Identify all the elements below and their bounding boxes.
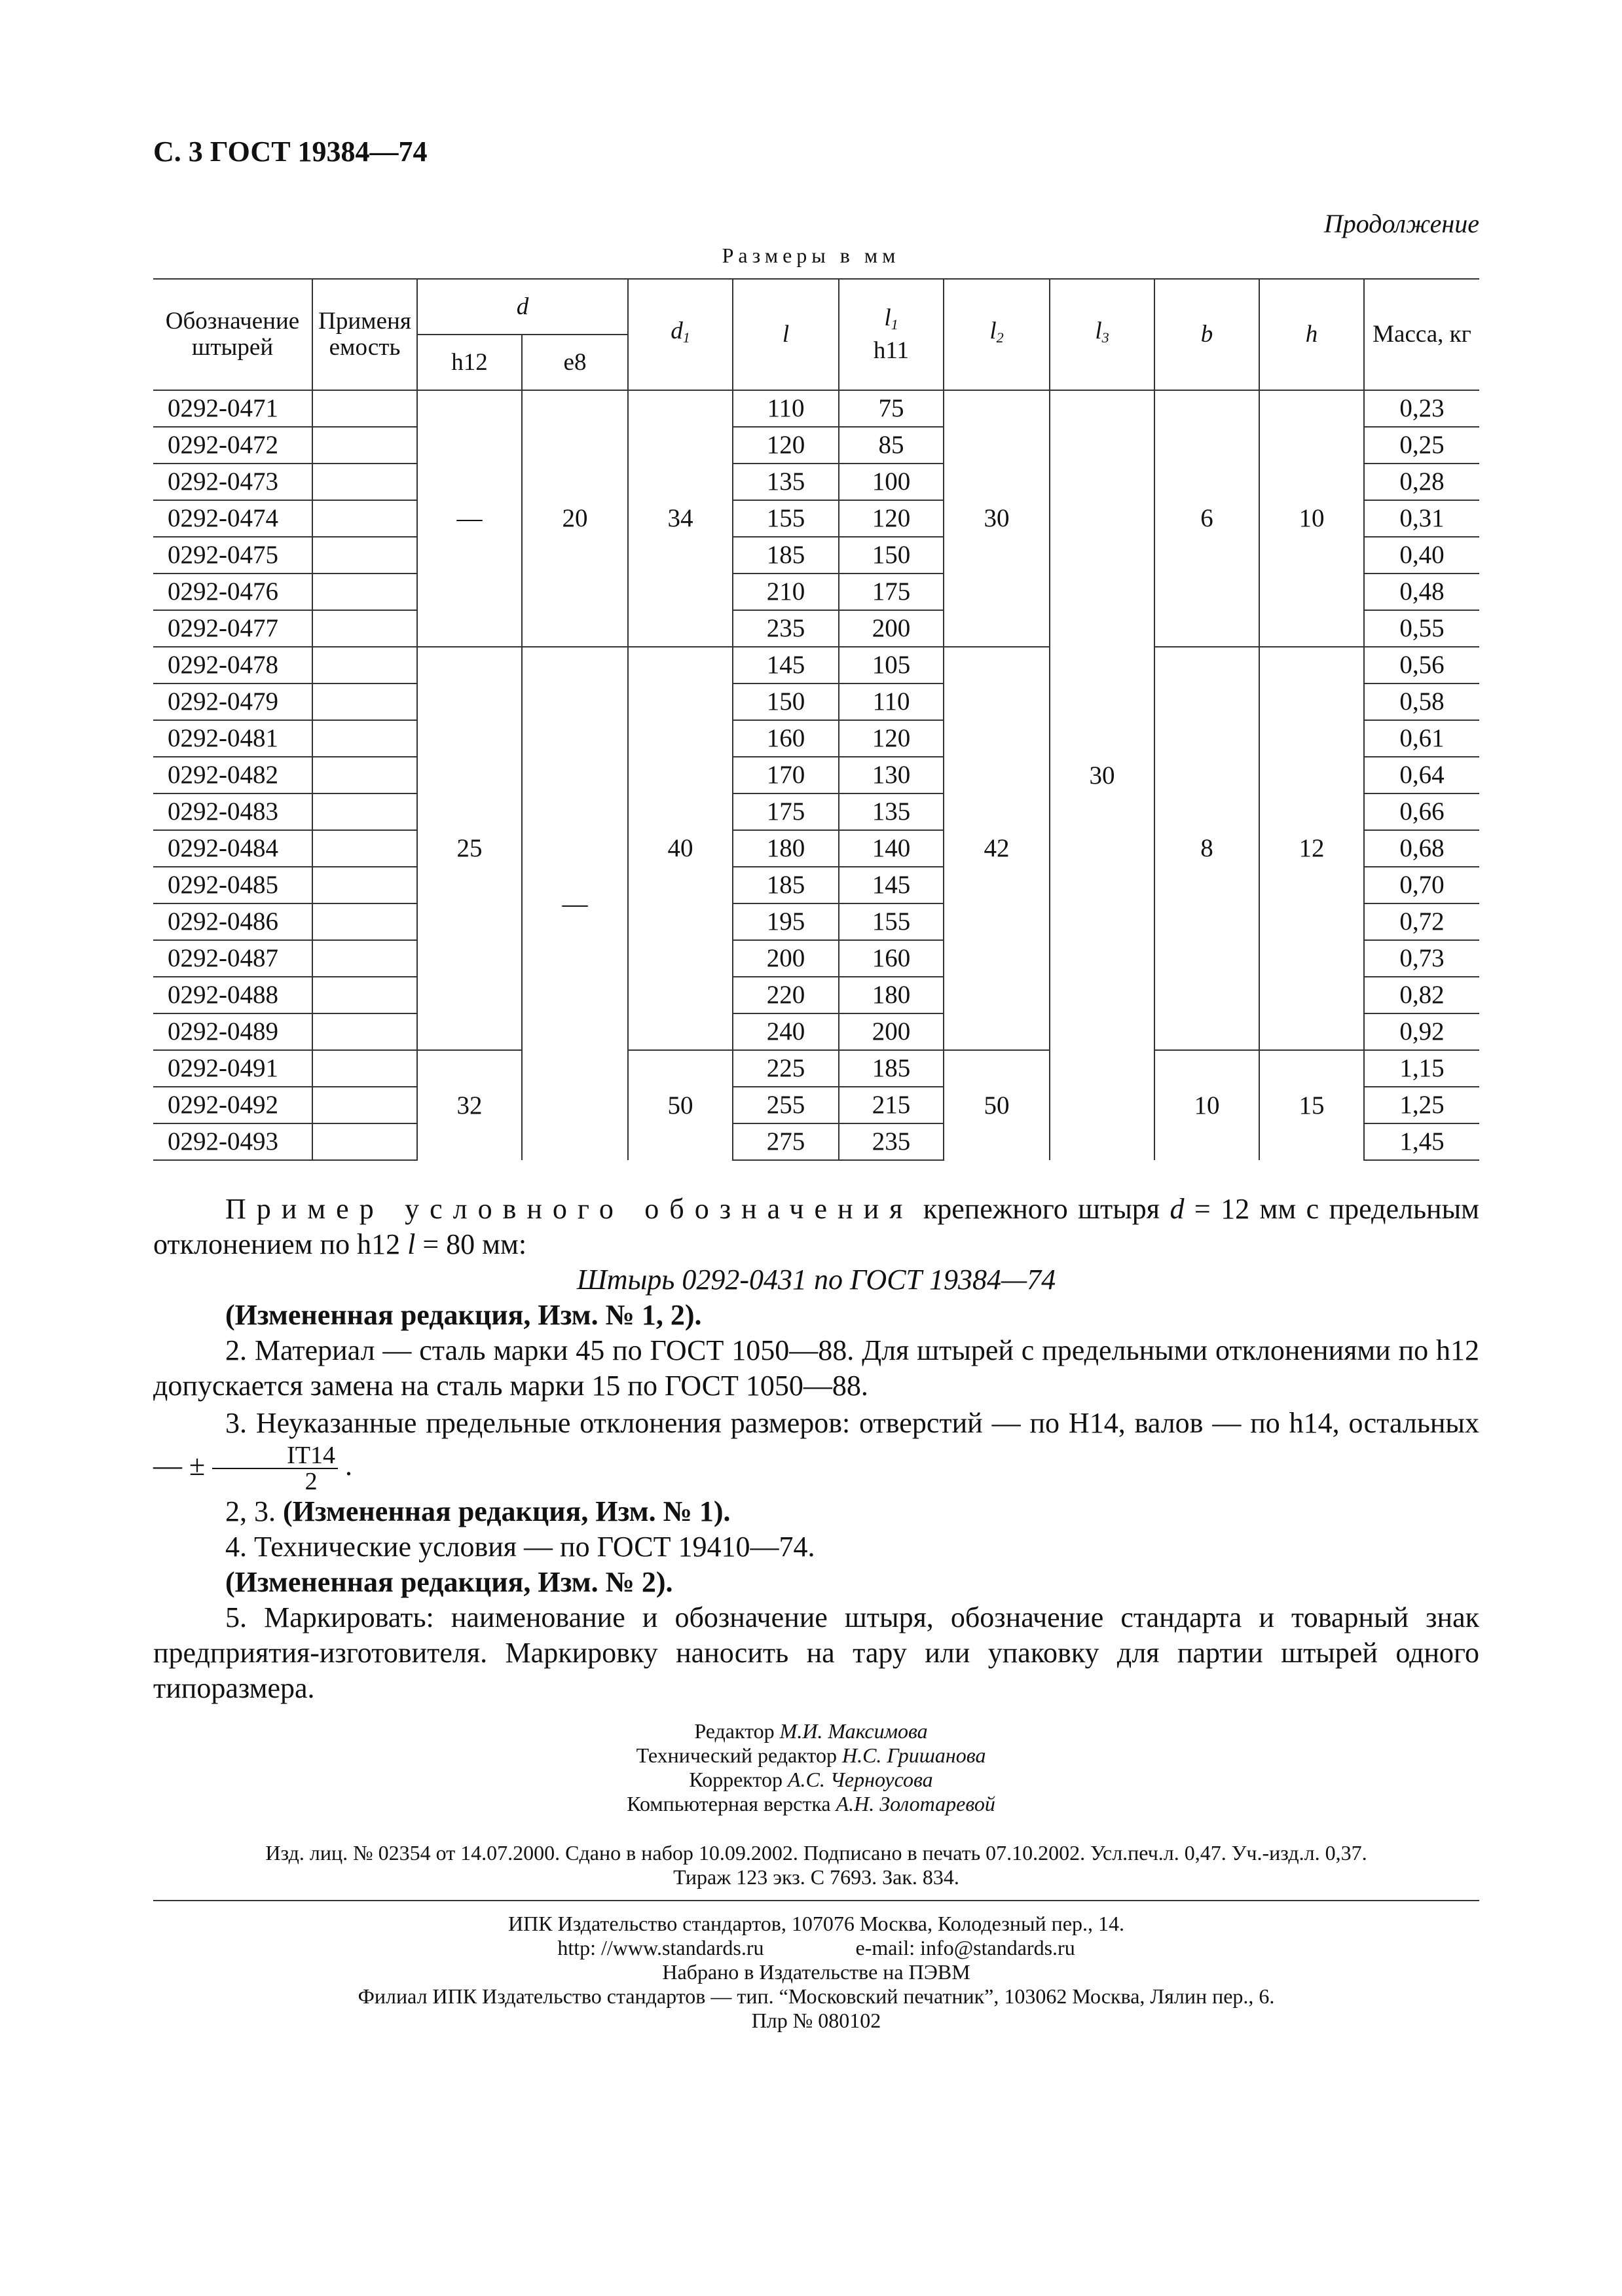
imprint-line-2: Тираж 123 экз. С 7693. Зак. 834. bbox=[673, 1865, 959, 1889]
cell-applicability bbox=[312, 537, 417, 574]
item-3-tolerances: 3. Неуказанные предельные отклонения размеров: отверстий — по H14, валов — по h14, остальных — ± $\frac{IT14}{2}$ . bbox=[153, 1407, 1479, 1495]
cell-l: 110 bbox=[733, 390, 839, 427]
imprint-block bbox=[153, 1841, 1479, 1889]
units-caption: Размеры в мм bbox=[722, 244, 900, 267]
cell-l: 155 bbox=[733, 500, 839, 537]
cell-mass: 0,40 bbox=[1364, 537, 1479, 574]
item-4-specs: 4. Технические условия — по ГОСТ 19410—74. bbox=[225, 1531, 815, 1563]
cell-l: 240 bbox=[733, 1013, 839, 1050]
cell-applicability bbox=[312, 464, 417, 500]
cell-applicability bbox=[312, 1087, 417, 1123]
col-header-applicability: Применя емость bbox=[312, 279, 417, 390]
amendment-note-items-2-3: 2, 3. (Измененная редакция, Изм. № 1). bbox=[225, 1495, 731, 1527]
cell-applicability bbox=[312, 1013, 417, 1050]
cell-l: 195 bbox=[733, 903, 839, 940]
publisher-address: ИПК Издательство стандартов, 107076 Москва, Колодезный пер., 14. bbox=[508, 1912, 1124, 1935]
cell-l1: 215 bbox=[839, 1087, 944, 1123]
license-number: Плр № 080102 bbox=[751, 2009, 881, 2032]
cell-applicability bbox=[312, 1050, 417, 1087]
cell-designation: 0292-0482 bbox=[153, 757, 312, 793]
cell-l: 275 bbox=[733, 1123, 839, 1160]
cell-l: 225 bbox=[733, 1050, 839, 1087]
cell-designation: 0292-0487 bbox=[153, 940, 312, 977]
cell-l1: 85 bbox=[839, 427, 944, 464]
credit-corrector: Корректор А.С. Черноусова bbox=[689, 1768, 933, 1791]
cell-mass: 0,28 bbox=[1364, 464, 1479, 500]
col-header-d1: $d_1$ bbox=[628, 279, 733, 390]
cell-designation: 0292-0475 bbox=[153, 537, 312, 574]
cell-l1: 105 bbox=[839, 647, 944, 683]
continuation-label: Продолжение bbox=[1323, 209, 1479, 238]
cell-l3: 30 bbox=[1050, 390, 1154, 1160]
dimensions-table bbox=[153, 278, 1479, 1161]
credit-editor: Редактор М.И. Максимова bbox=[694, 1719, 928, 1743]
cell-mass: 0,56 bbox=[1364, 647, 1479, 683]
cell-mass: 0,68 bbox=[1364, 830, 1479, 867]
cell-b: 10 bbox=[1154, 1050, 1259, 1160]
col-header-l3: $l_3$ bbox=[1050, 279, 1154, 390]
item-5-marking: 5. Маркировать: наименование и обозначение штыря, обозначение стандарта и товарный знак предприятия-изготовителя. Маркировку наносить на тару или упаковку для партии штырей одного типоразмера. bbox=[153, 1601, 1479, 1704]
cell-applicability bbox=[312, 940, 417, 977]
cell-mass: 1,15 bbox=[1364, 1050, 1479, 1087]
cell-mass: 0,55 bbox=[1364, 610, 1479, 647]
page-title: С. 3 ГОСТ 19384—74 bbox=[153, 136, 428, 168]
cell-mass: 0,61 bbox=[1364, 720, 1479, 757]
cell-designation: 0292-0472 bbox=[153, 427, 312, 464]
cell-l2: 30 bbox=[944, 390, 1050, 647]
cell-applicability bbox=[312, 427, 417, 464]
cell-l: 235 bbox=[733, 610, 839, 647]
col-header-d: d bbox=[417, 279, 628, 335]
col-header-l2: $l_2$ bbox=[944, 279, 1050, 390]
cell-l: 210 bbox=[733, 574, 839, 610]
cell-designation: 0292-0476 bbox=[153, 574, 312, 610]
cell-l2: 42 bbox=[944, 647, 1050, 1050]
cell-l: 200 bbox=[733, 940, 839, 977]
cell-mass: 0,82 bbox=[1364, 977, 1479, 1013]
editorial-credits bbox=[0, 1719, 1622, 1816]
cell-mass: 0,58 bbox=[1364, 683, 1479, 720]
cell-designation: 0292-0484 bbox=[153, 830, 312, 867]
cell-designation: 0292-0473 bbox=[153, 464, 312, 500]
branch-address: Филиал ИПК Издательство стандартов — тип. “Московский печатник”, 103062 Москва, Лялин пер., 6. bbox=[358, 1984, 1275, 2008]
cell-l: 185 bbox=[733, 867, 839, 903]
cell-d-h12: 32 bbox=[417, 1050, 522, 1160]
cell-d1: 40 bbox=[628, 647, 733, 1050]
cell-l: 135 bbox=[733, 464, 839, 500]
cell-l: 185 bbox=[733, 537, 839, 574]
cell-applicability bbox=[312, 720, 417, 757]
cell-l1: 110 bbox=[839, 683, 944, 720]
cell-d-h12: — bbox=[417, 390, 522, 647]
body-text bbox=[153, 1192, 1479, 1706]
cell-d-e8: — bbox=[522, 647, 628, 1160]
example-paragraph: Пример условного обозначения крепежного штыря d = 12 мм с предельным отклонением по h12 l = 80 мм: bbox=[153, 1193, 1480, 1260]
cell-l1: 100 bbox=[839, 464, 944, 500]
cell-d-h12: 25 bbox=[417, 647, 522, 1050]
cell-l: 180 bbox=[733, 830, 839, 867]
cell-applicability bbox=[312, 610, 417, 647]
cell-h: 12 bbox=[1259, 647, 1364, 1050]
cell-designation: 0292-0493 bbox=[153, 1123, 312, 1160]
cell-l: 160 bbox=[733, 720, 839, 757]
tolerance-fraction: $\frac{IT14}{2}$ bbox=[212, 1443, 338, 1494]
cell-h: 15 bbox=[1259, 1050, 1364, 1160]
cell-applicability bbox=[312, 977, 417, 1013]
example-designation: Штырь 0292-0431 по ГОСТ 19384—74 bbox=[576, 1264, 1056, 1296]
cell-l: 170 bbox=[733, 757, 839, 793]
col-header-mass: Масса, кг bbox=[1364, 279, 1479, 390]
col-header-designation: Обозначение штырей bbox=[153, 279, 312, 390]
cell-l1: 150 bbox=[839, 537, 944, 574]
cell-designation: 0292-0489 bbox=[153, 1013, 312, 1050]
cell-mass: 0,66 bbox=[1364, 793, 1479, 830]
credit-tech-editor: Технический редактор Н.С. Гришанова bbox=[636, 1743, 986, 1767]
cell-designation: 0292-0477 bbox=[153, 610, 312, 647]
cell-l1: 120 bbox=[839, 720, 944, 757]
cell-designation: 0292-0486 bbox=[153, 903, 312, 940]
cell-designation: 0292-0471 bbox=[153, 390, 312, 427]
cell-designation: 0292-0485 bbox=[153, 867, 312, 903]
col-header-h12: h12 bbox=[417, 335, 522, 390]
table-row bbox=[153, 647, 1479, 683]
cell-l1: 145 bbox=[839, 867, 944, 903]
cell-l1: 180 bbox=[839, 977, 944, 1013]
publisher-email[interactable]: e-mail: info@standards.ru bbox=[855, 1936, 1075, 1959]
imprint-line-1: Изд. лиц. № 02354 от 14.07.2000. Сдано в набор 10.09.2002. Подписано в печать 07.10.2002. Усл.печ.л. 0,47. Уч.-изд.л. 0,37. bbox=[265, 1841, 1367, 1865]
publisher-block bbox=[153, 1912, 1479, 2033]
cell-designation: 0292-0478 bbox=[153, 647, 312, 683]
cell-l: 150 bbox=[733, 683, 839, 720]
cell-applicability bbox=[312, 683, 417, 720]
cell-mass: 0,73 bbox=[1364, 940, 1479, 977]
col-header-e8: e8 bbox=[522, 335, 628, 390]
cell-l1: 235 bbox=[839, 1123, 944, 1160]
cell-l: 220 bbox=[733, 977, 839, 1013]
cell-l1: 200 bbox=[839, 610, 944, 647]
cell-applicability bbox=[312, 574, 417, 610]
col-header-l1: $l_1$ h11 bbox=[839, 279, 944, 390]
cell-applicability bbox=[312, 1123, 417, 1160]
cell-applicability bbox=[312, 757, 417, 793]
publisher-contacts bbox=[153, 1936, 1479, 1960]
amendment-note-1-2: (Измененная редакция, Изм. № 1, 2). bbox=[225, 1299, 702, 1331]
cell-applicability bbox=[312, 390, 417, 427]
cell-designation: 0292-0481 bbox=[153, 720, 312, 757]
cell-l2: 50 bbox=[944, 1050, 1050, 1160]
cell-l1: 185 bbox=[839, 1050, 944, 1087]
cell-l1: 200 bbox=[839, 1013, 944, 1050]
table-body bbox=[153, 390, 1479, 1160]
cell-designation: 0292-0488 bbox=[153, 977, 312, 1013]
cell-mass: 0,25 bbox=[1364, 427, 1479, 464]
cell-l: 145 bbox=[733, 647, 839, 683]
cell-applicability bbox=[312, 793, 417, 830]
cell-designation: 0292-0492 bbox=[153, 1087, 312, 1123]
cell-h: 10 bbox=[1259, 390, 1364, 647]
cell-designation: 0292-0483 bbox=[153, 793, 312, 830]
cell-mass: 0,31 bbox=[1364, 500, 1479, 537]
cell-l1: 135 bbox=[839, 793, 944, 830]
amendment-note-2: (Измененная редакция, Изм. № 2). bbox=[225, 1566, 673, 1598]
cell-designation: 0292-0474 bbox=[153, 500, 312, 537]
cell-mass: 0,48 bbox=[1364, 574, 1479, 610]
cell-designation: 0292-0479 bbox=[153, 683, 312, 720]
table-row bbox=[153, 390, 1479, 427]
cell-applicability bbox=[312, 647, 417, 683]
cell-l1: 160 bbox=[839, 940, 944, 977]
cell-l1: 75 bbox=[839, 390, 944, 427]
cell-mass: 0,92 bbox=[1364, 1013, 1479, 1050]
cell-l: 175 bbox=[733, 793, 839, 830]
cell-b: 8 bbox=[1154, 647, 1259, 1050]
cell-l1: 120 bbox=[839, 500, 944, 537]
typeset-note: Набрано в Издательстве на ПЭВМ bbox=[662, 1960, 970, 1984]
cell-d-e8: 20 bbox=[522, 390, 628, 647]
cell-applicability bbox=[312, 830, 417, 867]
cell-mass: 1,45 bbox=[1364, 1123, 1479, 1160]
cell-mass: 0,64 bbox=[1364, 757, 1479, 793]
cell-l: 120 bbox=[733, 427, 839, 464]
cell-mass: 0,23 bbox=[1364, 390, 1479, 427]
cell-l1: 155 bbox=[839, 903, 944, 940]
col-header-l: l bbox=[733, 279, 839, 390]
col-header-h: h bbox=[1259, 279, 1364, 390]
divider-line bbox=[153, 1900, 1479, 1901]
cell-l1: 140 bbox=[839, 830, 944, 867]
cell-applicability bbox=[312, 867, 417, 903]
publisher-website[interactable]: http: //www.standards.ru bbox=[557, 1936, 764, 1959]
cell-applicability bbox=[312, 500, 417, 537]
cell-d1: 50 bbox=[628, 1050, 733, 1160]
cell-d1: 34 bbox=[628, 390, 733, 647]
cell-mass: 0,72 bbox=[1364, 903, 1479, 940]
col-header-b: b bbox=[1154, 279, 1259, 390]
cell-l1: 175 bbox=[839, 574, 944, 610]
cell-mass: 1,25 bbox=[1364, 1087, 1479, 1123]
cell-mass: 0,70 bbox=[1364, 867, 1479, 903]
cell-applicability bbox=[312, 903, 417, 940]
cell-b: 6 bbox=[1154, 390, 1259, 647]
credit-layout: Компьютерная верстка А.Н. Золотаревой bbox=[627, 1792, 995, 1815]
table-row bbox=[153, 1050, 1479, 1087]
cell-l: 255 bbox=[733, 1087, 839, 1123]
cell-l1: 130 bbox=[839, 757, 944, 793]
cell-designation: 0292-0491 bbox=[153, 1050, 312, 1087]
item-2-material: 2. Материал — сталь марки 45 по ГОСТ 1050—88. Для штырей с предельными отклонениями по h12 допускается замена на сталь марки 15 по ГОСТ 1050—88. bbox=[153, 1334, 1479, 1402]
